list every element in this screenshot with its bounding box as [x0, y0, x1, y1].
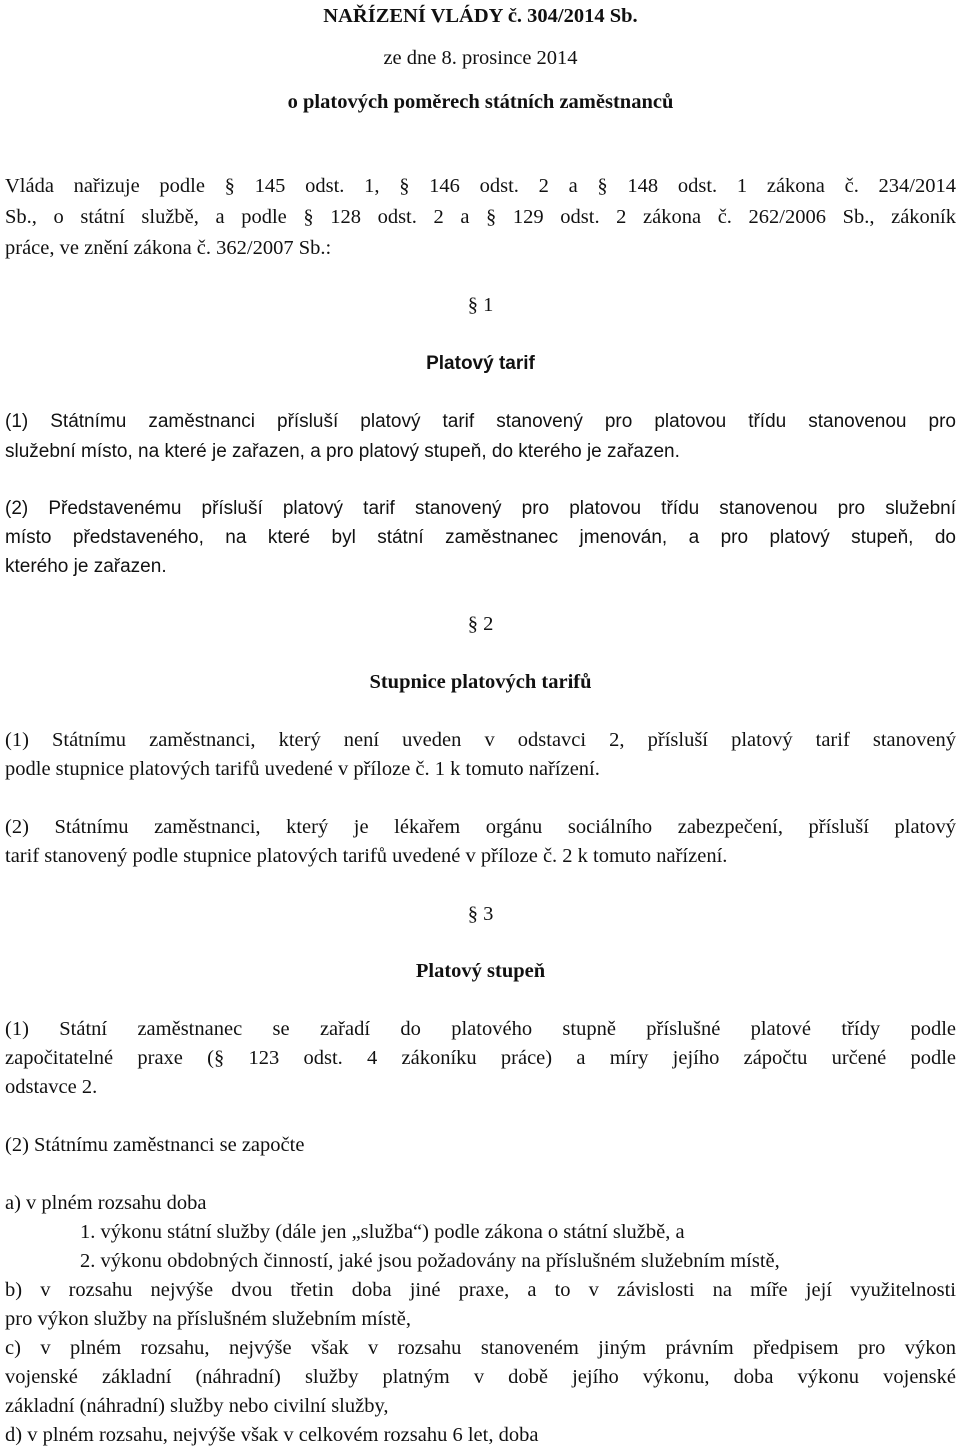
paragraph-line: odstavce 2. [5, 1076, 98, 1098]
list-item-b: b) v rozsahu nejvýše dvou třetin doba jiné praxe, a to v závislosti na míře její využitelnosti [5, 1279, 956, 1301]
section-number: § 1 [467, 294, 494, 316]
paragraph-line: (1) Státnímu zaměstnanci přísluší platový tarif stanovený pro platovou třídu stanovenou pro [5, 411, 956, 432]
paragraph-line: tarif stanovený podle stupnice platových tarifů uvedené v příloze č. 2 k tomuto nařízení. [5, 845, 728, 867]
list-subitem: 2. výkonu obdobných činností, jaké jsou požadovány na příslušném služebním místě, [80, 1250, 780, 1272]
list-item-a: a) v plném rozsahu doba [5, 1192, 207, 1214]
paragraph-line: (2) Představenému přísluší platový tarif stanovený pro platovou třídu stanovenou pro služební [5, 498, 956, 519]
section-number: § 3 [467, 903, 494, 925]
section-number: § 2 [467, 613, 494, 635]
paragraph-line: započitatelné praxe (§ 123 odst. 4 zákoníku práce) a míry jejího zápočtu určené podle [5, 1047, 956, 1069]
paragraph-line: (1) Státní zaměstnanec se zařadí do platového stupně příslušné platové třídy podle [5, 1018, 956, 1040]
preamble-line: Sb., o státní službě, a podle § 128 odst. 2 a § 129 odst. 2 zákona č. 262/2006 Sb., zákoník [5, 206, 956, 228]
paragraph-line: (2) Státnímu zaměstnanci, který je lékařem orgánu sociálního zabezpečení, přísluší platový [5, 816, 956, 838]
document-subject: o platových poměrech státních zaměstnanců [287, 91, 674, 113]
document-date: ze dne 8. prosince 2014 [383, 47, 578, 69]
paragraph-line: místo představeného, na které byl státní zaměstnanec jmenován, a pro platový stupeň, do [5, 527, 956, 548]
section-heading: Platový stupeň [415, 960, 546, 982]
preamble-line: práce, ve znění zákona č. 362/2007 Sb.: [5, 237, 332, 259]
document-title: NAŘÍZENÍ VLÁDY č. 304/2014 Sb. [323, 5, 638, 27]
section-heading: Platový tarif [426, 353, 535, 374]
paragraph-line: (2) Státnímu zaměstnanci se započte [5, 1134, 305, 1156]
paragraph-line: podle stupnice platových tarifů uvedené v příloze č. 1 k tomuto nařízení. [5, 758, 600, 780]
list-subitem: 1. výkonu státní služby (dále jen „služba“) podle zákona o státní službě, a [80, 1221, 685, 1243]
paragraph-line: služební místo, na které je zařazen, a pro platový stupeň, do kterého je zařazen. [5, 441, 680, 462]
list-item-c-continuation: vojenské základní (náhradní) služby platným v době jejího výkonu, doba výkonu vojenské [5, 1366, 956, 1388]
section-heading: Stupnice platových tarifů [369, 671, 592, 693]
list-item-d: d) v plném rozsahu, nejvýše však v celkovém rozsahu 6 let, doba [5, 1424, 539, 1446]
paragraph-line: (1) Státnímu zaměstnanci, který není uveden v odstavci 2, přísluší platový tarif stanovený [5, 729, 956, 751]
paragraph-line: kterého je zařazen. [5, 556, 167, 577]
list-item-c: c) v plném rozsahu, nejvýše však v rozsahu stanoveném jiným právním předpisem pro výkon [5, 1337, 956, 1359]
list-item-b-continuation: pro výkon služby na příslušném služebním místě, [5, 1308, 411, 1330]
list-item-c-continuation: základní (náhradní) služby nebo civilní služby, [5, 1395, 389, 1417]
preamble-line: Vláda nařizuje podle § 145 odst. 1, § 146 odst. 2 a § 148 odst. 1 zákona č. 234/2014 [5, 175, 956, 197]
